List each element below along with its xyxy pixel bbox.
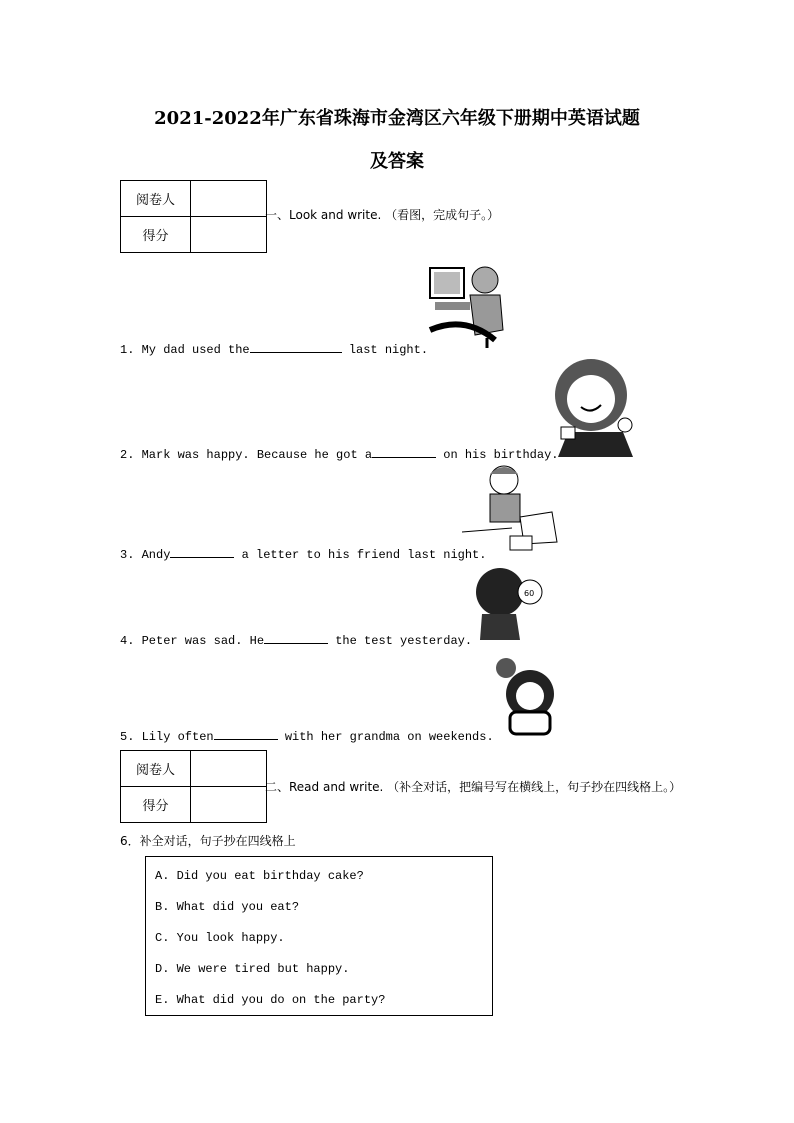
option-b: B. What did you eat?: [155, 900, 300, 914]
q2-text-end: on his birthday.: [436, 448, 559, 462]
score-label: 得分: [121, 217, 191, 253]
q4-text: 4. Peter was sad. He: [120, 634, 265, 648]
question-5: [120, 727, 494, 744]
reviewer-label: 阅卷人: [121, 181, 191, 217]
option-d: D. We were tired but happy.: [155, 962, 350, 976]
question-2: [120, 445, 558, 462]
reviewer-cell[interactable]: [191, 181, 267, 217]
q4-text-end: the test yesterday.: [328, 634, 473, 648]
question-3: [120, 545, 486, 562]
q1-text: 1. My dad used the: [120, 343, 250, 357]
score-table-2: [120, 750, 267, 823]
score-cell[interactable]: [191, 217, 267, 253]
question-1: [120, 340, 428, 357]
option-e: E. What did you do on the party?: [155, 993, 386, 1007]
reviewer-label: 阅卷人: [121, 751, 191, 787]
options-box: [145, 856, 493, 1016]
section-1-heading: 一、Look and write. （看图，完成句子。）: [265, 208, 500, 222]
q5-text: 5. Lily often: [120, 730, 214, 744]
section-2-heading: 二、Read and write. （补全对话，把编号写在横线上，句子抄在四线格上。）: [265, 780, 682, 794]
q2-text: 2. Mark was happy. Because he got a: [120, 448, 373, 462]
sad-boy-test-paper-image: [472, 562, 546, 640]
q5-text-end: with her grandma on weekends.: [277, 730, 494, 744]
score-table-1: [120, 180, 267, 253]
score-cell[interactable]: [191, 787, 267, 823]
boy-with-gift-image: [553, 357, 637, 459]
option-c: C. You look happy.: [155, 931, 285, 945]
q3-text: 3. Andy: [120, 548, 171, 562]
boy-writing-letter-image: [462, 462, 560, 556]
score-label: 得分: [121, 787, 191, 823]
reviewer-cell[interactable]: [191, 751, 267, 787]
q4-blank[interactable]: [264, 631, 328, 644]
title-line-1: 2021-2022年广东省珠海市金湾区六年级下册期中英语试题: [154, 108, 640, 129]
title-line-2: 及答案: [370, 151, 424, 172]
q3-text-end: a letter to his friend last night.: [234, 548, 487, 562]
man-at-computer-image: [425, 260, 507, 350]
q5-blank[interactable]: [214, 727, 278, 740]
option-a: A. Did you eat birthday cake?: [155, 869, 364, 883]
question-6-label: 6．补全对话，句子抄在四线格上: [120, 834, 296, 848]
question-4: [120, 631, 472, 648]
q1-text-end: last night.: [341, 343, 429, 357]
girl-with-grandma-image: [490, 656, 562, 736]
svg-text:60: 60: [524, 589, 535, 598]
q1-blank[interactable]: [250, 340, 342, 353]
q2-blank[interactable]: [372, 445, 436, 458]
q3-blank[interactable]: [170, 545, 234, 558]
